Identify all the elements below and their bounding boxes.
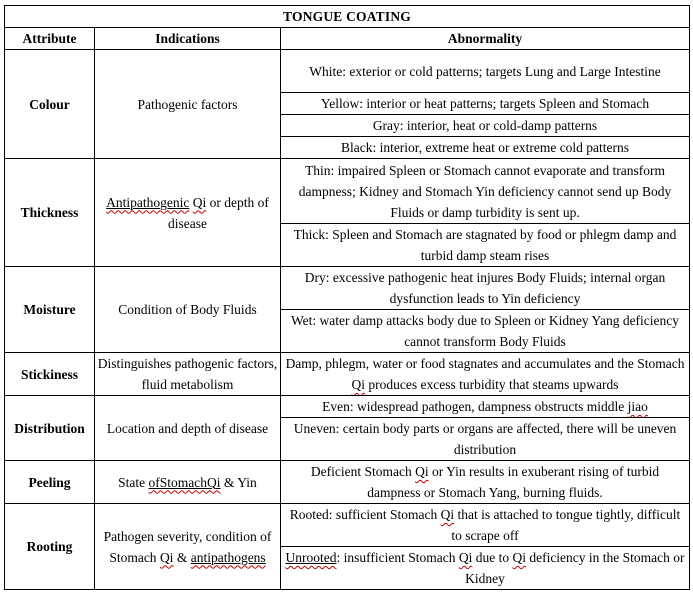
table-row [5,396,690,418]
table-row [5,461,690,504]
spellcheck-squiggle: Unrooted [285,550,337,565]
abnormality-cell-white: White: exterior or cold patterns; targets Lung and Large Intestine [281,50,690,93]
indications-cell-distribution: Location and depth of disease [95,396,281,461]
table-row [5,504,690,547]
tongue-coating-table [4,5,690,590]
abnormality-cell-peeling: Deficient Stomach Qi or Yin results in exuberant rising of turbid dampness or Stomach Yang, burning fluids. [281,461,690,504]
spellcheck-squiggle: jiao [627,399,648,414]
indications-cell-peeling: State ofStomachQi & Yin [95,461,281,504]
indications-cell-rooting: Pathogen severity, condition of Stomach Qi & antipathogens [95,504,281,590]
table-row [5,159,690,224]
underlined-text [285,550,336,565]
abnormality-cell-stickiness: Damp, phlegm, water or food stagnates and accumulates and the Stomach Qi produces excess turbidity that steams upwards [281,353,690,396]
attribute-cell-colour: Colour [5,50,95,159]
spellcheck-squiggle: Antipathogenic [106,194,190,210]
indications-cell-colour: Pathogenic factors [95,50,281,159]
spellcheck-squiggle: ofStomachQi [148,474,221,490]
table-row [5,50,690,93]
attribute-cell-thickness: Thickness [5,159,95,267]
abnormality-cell-thin: Thin: impaired Spleen or Stomach cannot evaporate and transform dampness; Kidney and Stomach Yin deficiency cannot send up Body Fluids or damp turbidity is sent up. [281,159,690,224]
table-row [5,267,690,310]
attribute-cell-rooting: Rooting [5,504,95,590]
abnormality-cell-unrooted: Unrooted: insufficient Stomach Qi due to Qi deficiency in the Stomach or Kidney [281,547,690,590]
underlined-text [106,195,189,210]
indications-cell-thickness: Antipathogenic Qi or depth of disease [95,159,281,267]
abnormality-cell-wet: Wet: water damp attacks body due to Spleen or Kidney Yang deficiency cannot transform Body Fluids [281,310,690,353]
abnormality-cell-dry: Dry: excessive pathogenic heat injures Body Fluids; internal organ dysfunction leads to Yin deficiency [281,267,690,310]
column-header-abnormality: Abnormality [281,28,690,50]
abnormality-cell-even: Even: widespread pathogen, dampness obstructs middle jiao [281,396,690,418]
title-row [5,6,690,28]
abnormality-cell-thick: Thick: Spleen and Stomach are stagnated by food or phlegm damp and turbid damp steam rises [281,224,690,267]
abnormality-cell-gray: Gray: interior, heat or cold-damp patterns [281,115,690,137]
abnormality-cell-yellow: Yellow: interior or heat patterns; targets Spleen and Stomach [281,93,690,115]
indications-cell-moisture: Condition of Body Fluids [95,267,281,353]
abnormality-cell-uneven: Uneven: certain body parts or organs are affected, there will be uneven distribution [281,418,690,461]
attribute-cell-moisture: Moisture [5,267,95,353]
table-title: TONGUE COATING [5,6,690,28]
spellcheck-squiggle: Qi [192,194,207,210]
indications-cell-stickiness: Distinguishes pathogenic factors, fluid metabolism [95,353,281,396]
column-header-indications: Indications [95,28,281,50]
attribute-cell-stickiness: Stickiness [5,353,95,396]
spellcheck-squiggle: Qi [440,507,455,522]
abnormality-cell-black: Black: interior, extreme heat or extreme cold patterns [281,137,690,159]
column-header-attribute: Attribute [5,28,95,50]
underlined-text [149,475,221,490]
table-row [5,353,690,396]
abnormality-cell-rooted: Rooted: sufficient Stomach Qi that is attached to tongue tightly, difficult to scrape off [281,504,690,547]
attribute-cell-peeling: Peeling [5,461,95,504]
spellcheck-squiggle: Qi [415,464,429,479]
spellcheck-squiggle: Qi [458,550,473,565]
header-row [5,28,690,50]
spellcheck-squiggle: Qi [351,377,366,392]
underlined-text [191,550,266,565]
spellcheck-squiggle: Qi [159,549,174,565]
attribute-cell-distribution: Distribution [5,396,95,461]
spellcheck-squiggle: antipathogens [190,549,266,565]
spellcheck-squiggle: Qi [512,550,526,565]
